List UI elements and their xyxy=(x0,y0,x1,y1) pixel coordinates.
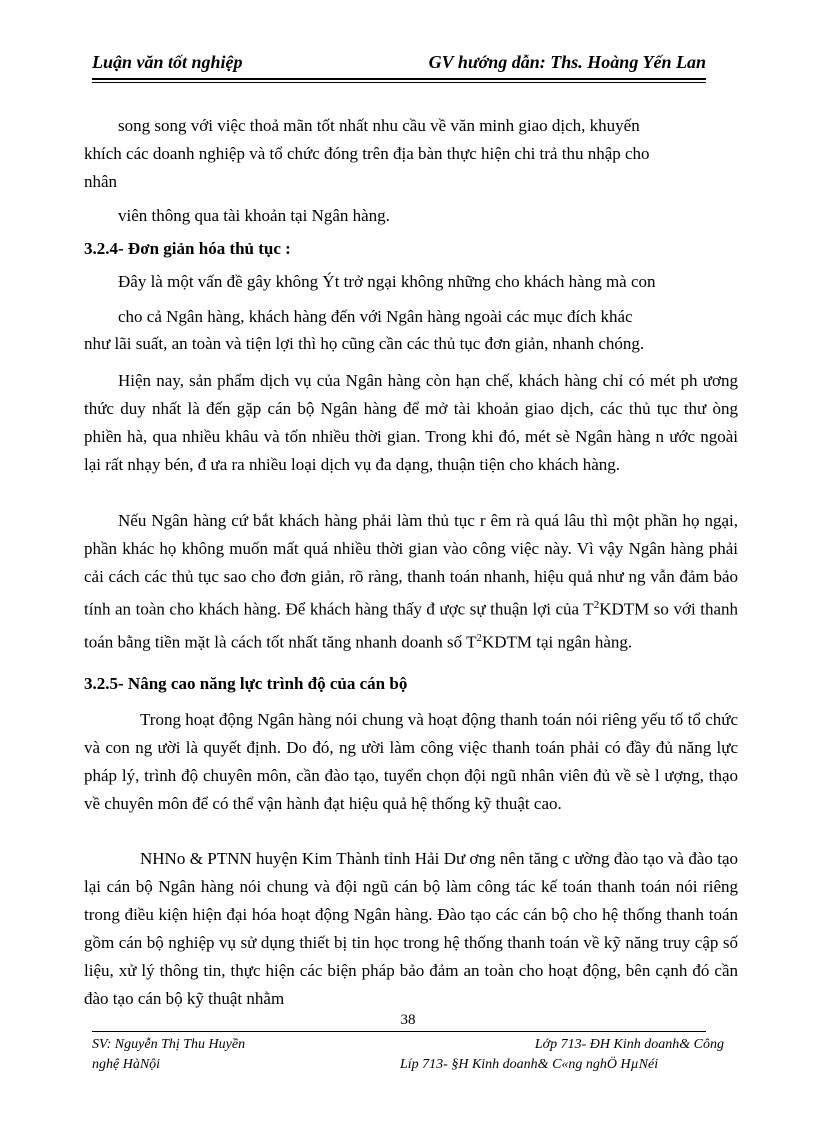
paragraph-4 xyxy=(84,507,738,656)
header-rule-thin xyxy=(92,82,706,83)
p4-part-a: Nếu Ngân hàng cứ bắt khách hàng phải làm thủ tục r êm rà quá lâu thì một phần họ ngại, phần khác họ không muốn mất quá nhiều thời gian vào công việc này. Vì vậy Ngân hàng phải cải cách các thủ tục sao cho đơn giản, rõ ràng, thanh toán nhanh, hiệu quả như ng vẫn đảm bảo tính an toàn cho khách hàng. Để khách hàng thấy đ ược sự thuận lợi của T xyxy=(84,511,738,619)
p1-line-3: nhân xyxy=(84,172,118,191)
p4-superscript-1: 2 xyxy=(593,599,600,611)
p4-superscript-2: 2 xyxy=(476,631,482,644)
paragraph-3: Hiện nay, sản phẩm dịch vụ của Ngân hàng còn hạn chế, khách hàng chỉ có mét ph ương thức duy nhất là đến gặp cán bộ Ngân hàng để mở tài khoản giao dịch, các thủ tục thư òng phiền hà, qua nhiều khâu và tốn nhiều thời gian. Trong khi đó, mét sè Ngân hàng n ước ngoài lại rất nhạy bén, đ ưa ra nhiều loại dịch vụ đa dạng, thuận tiện cho khách hàng. xyxy=(84,371,738,474)
p1-line-4: viên thông qua tài khoản tại Ngân hàng. xyxy=(118,206,390,225)
header-supervisor: GV hướng dẫn: Ths. Hoàng Yến Lan xyxy=(428,52,706,72)
p4-part-b: KDTM so với thanh toán bằng tiền mặt là cách tốt nhất tăng nhanh doanh số T xyxy=(84,599,738,652)
p2-line-2: cho cả Ngân hàng, khách hàng đến với Ngân hàng ngoài các mục đích khác xyxy=(118,307,633,326)
header-left-title: Luận văn tốt nghiệp xyxy=(92,52,243,72)
page-number: 38 xyxy=(400,1012,416,1028)
footer-student-name: SV: Nguyễn Thị Thu Huyền xyxy=(92,1037,246,1052)
p1-line-2: khích các doanh nghiệp và tổ chức đóng trên địa bàn thực hiện chi trả thu nhập cho xyxy=(84,144,650,163)
footer-left-line-2: nghệ HàNội xyxy=(92,1057,161,1072)
footer-class-line-2: Líp 713- §H Kinh doanh& C«ng nghÖ HµNéi xyxy=(400,1057,659,1072)
p2-line-1: Đây là một vấn đề gây không Ýt trở ngại không những cho khách hàng mà con xyxy=(118,272,656,291)
p4-part-c: KDTM tại ngân hàng. xyxy=(481,632,633,652)
header-rule-thick xyxy=(92,78,706,80)
footer-rule xyxy=(92,1031,706,1032)
p1-line-1: song song với việc thoả mãn tốt nhất nhu cầu về văn minh giao dịch, khuyến xyxy=(118,116,640,135)
page-header xyxy=(92,50,706,80)
section-heading-3-2-4: 3.2.4- Đơn giản hóa thủ tục : xyxy=(84,239,291,258)
section-heading-3-2-5: 3.2.5- Nâng cao năng lực trình độ của cán bộ xyxy=(84,674,408,693)
paragraph-6: NHNo & PTNN huyện Kim Thành tỉnh Hải Dư ơng nên tăng c ường đào tạo và đào tạo lại cán bộ Ngân hàng nói chung và đội ngũ cán bộ làm công tác kế toán thanh toán nói riêng trong điều kiện hiện đại hóa hoạt động Ngân hàng. Đào tạo các cán bộ cho hệ thống thanh toán gồm cán bộ nghiệp vụ sử dụng thiết bị tin học trong hệ thống thanh toán về kỹ năng truy cập số liệu, xử lý thông tin, thực hiện các biện pháp bảo đảm an toàn cho hoạt động, bên cạnh đó cần đào tạo cán bộ kỹ thuật nhằm xyxy=(84,849,738,1008)
p2-line-3: như lãi suất, an toàn và tiện lợi thì họ cũng cần các thủ tục đơn giản, nhanh chóng. xyxy=(84,334,645,353)
paragraph-5: Trong hoạt động Ngân hàng nói chung và hoạt động thanh toán nói riêng yếu tố tổ chức và con ng ười là quyết định. Do đó, ng ười làm công việc thanh toán phải có đầy đủ năng lực pháp lý, trình độ chuyên môn, cần đào tạo, tuyển chọn đội ngũ nhân viên đủ về sè l ượng, thạo về chuyên môn để có thể vận hành đạt hiệu quả hệ thống kỹ thuật cao. xyxy=(84,710,738,813)
footer-class-line-1: Lớp 713- ĐH Kinh doanh& Công xyxy=(534,1037,724,1052)
